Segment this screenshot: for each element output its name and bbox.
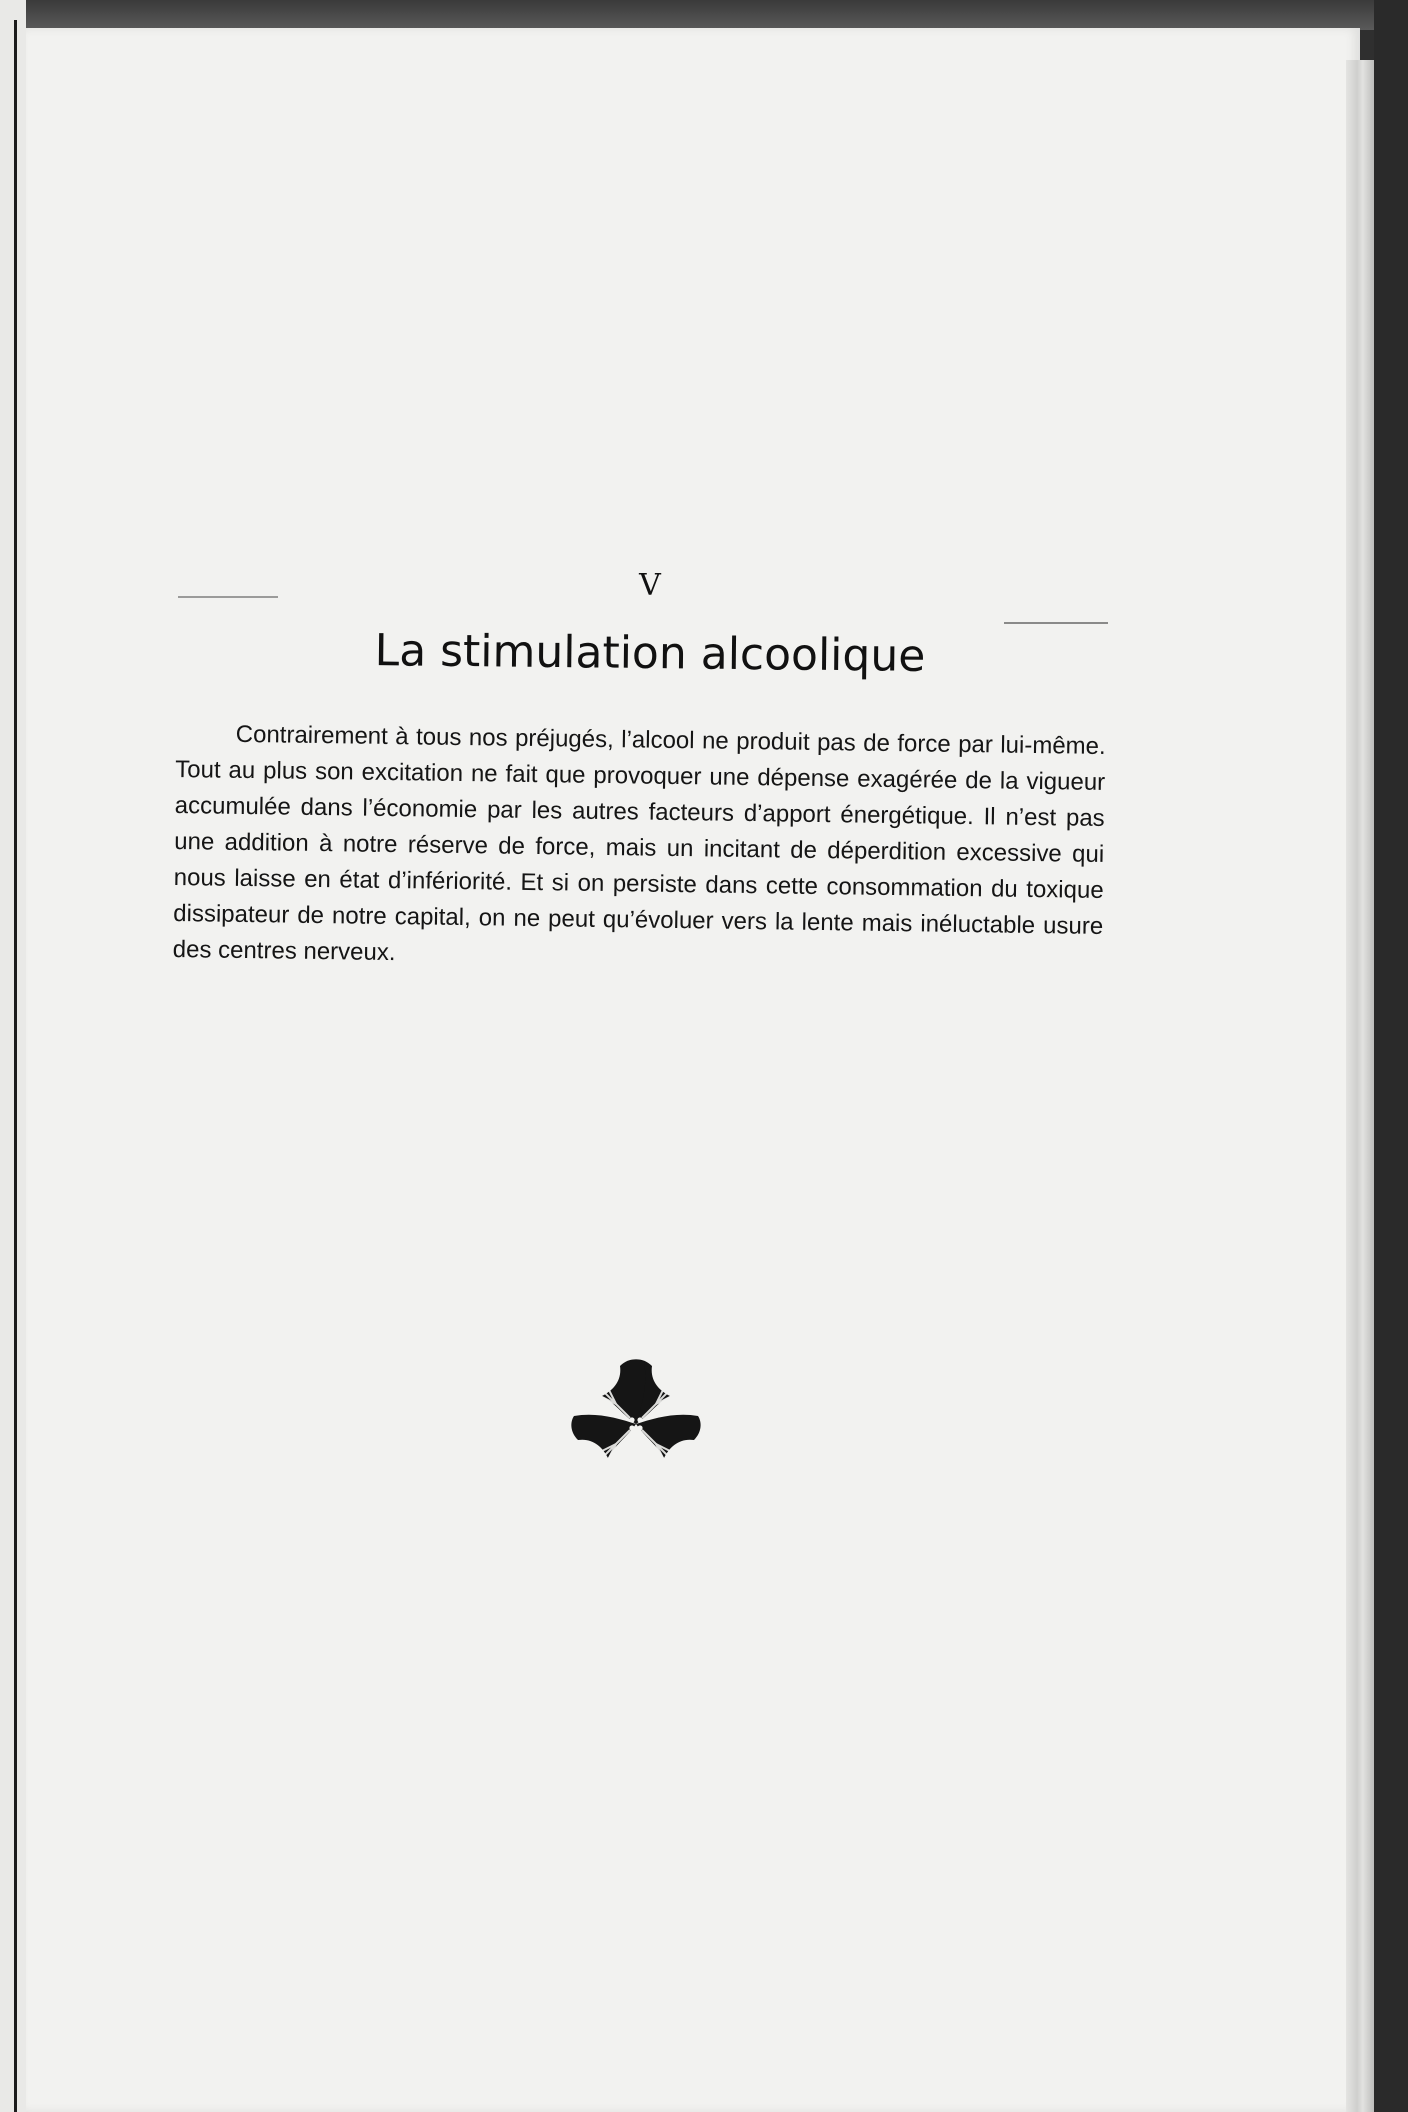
chapter-title: La stimulation alcoolique bbox=[374, 625, 926, 682]
paragraph: Contrairement à tous nos préjugés, l’alcool ne produit pas de force par lui-même. Tout au plus son excitation ne fait que provoquer une dépense exagérée de la vigueur accumulée dans l’économie par les autres facteurs d’apport énergétique. Il n’est pas une addition à notre réserve de force, mais un incitant de déperdition excessive qui nous laisse en état d’infériorité. Et si on persiste dans cette consommation du toxique dissipateur de notre capital, on ne peut qu’évoluer vers la lente mais inéluctable usure des centres nerveux. bbox=[172, 720, 1106, 967]
scan-left-margin bbox=[0, 0, 26, 2112]
scan-top-border bbox=[0, 0, 1408, 30]
book-page bbox=[26, 28, 1360, 2112]
body-text bbox=[172, 716, 1105, 981]
scan-speck bbox=[1004, 622, 1108, 624]
four-leaf-fleuron-icon bbox=[562, 1350, 710, 1498]
chapter-number: V bbox=[639, 568, 661, 603]
scan-left-rule bbox=[14, 20, 17, 2112]
page-stack-edge bbox=[1346, 60, 1374, 2112]
scan-right-border bbox=[1374, 0, 1408, 2112]
